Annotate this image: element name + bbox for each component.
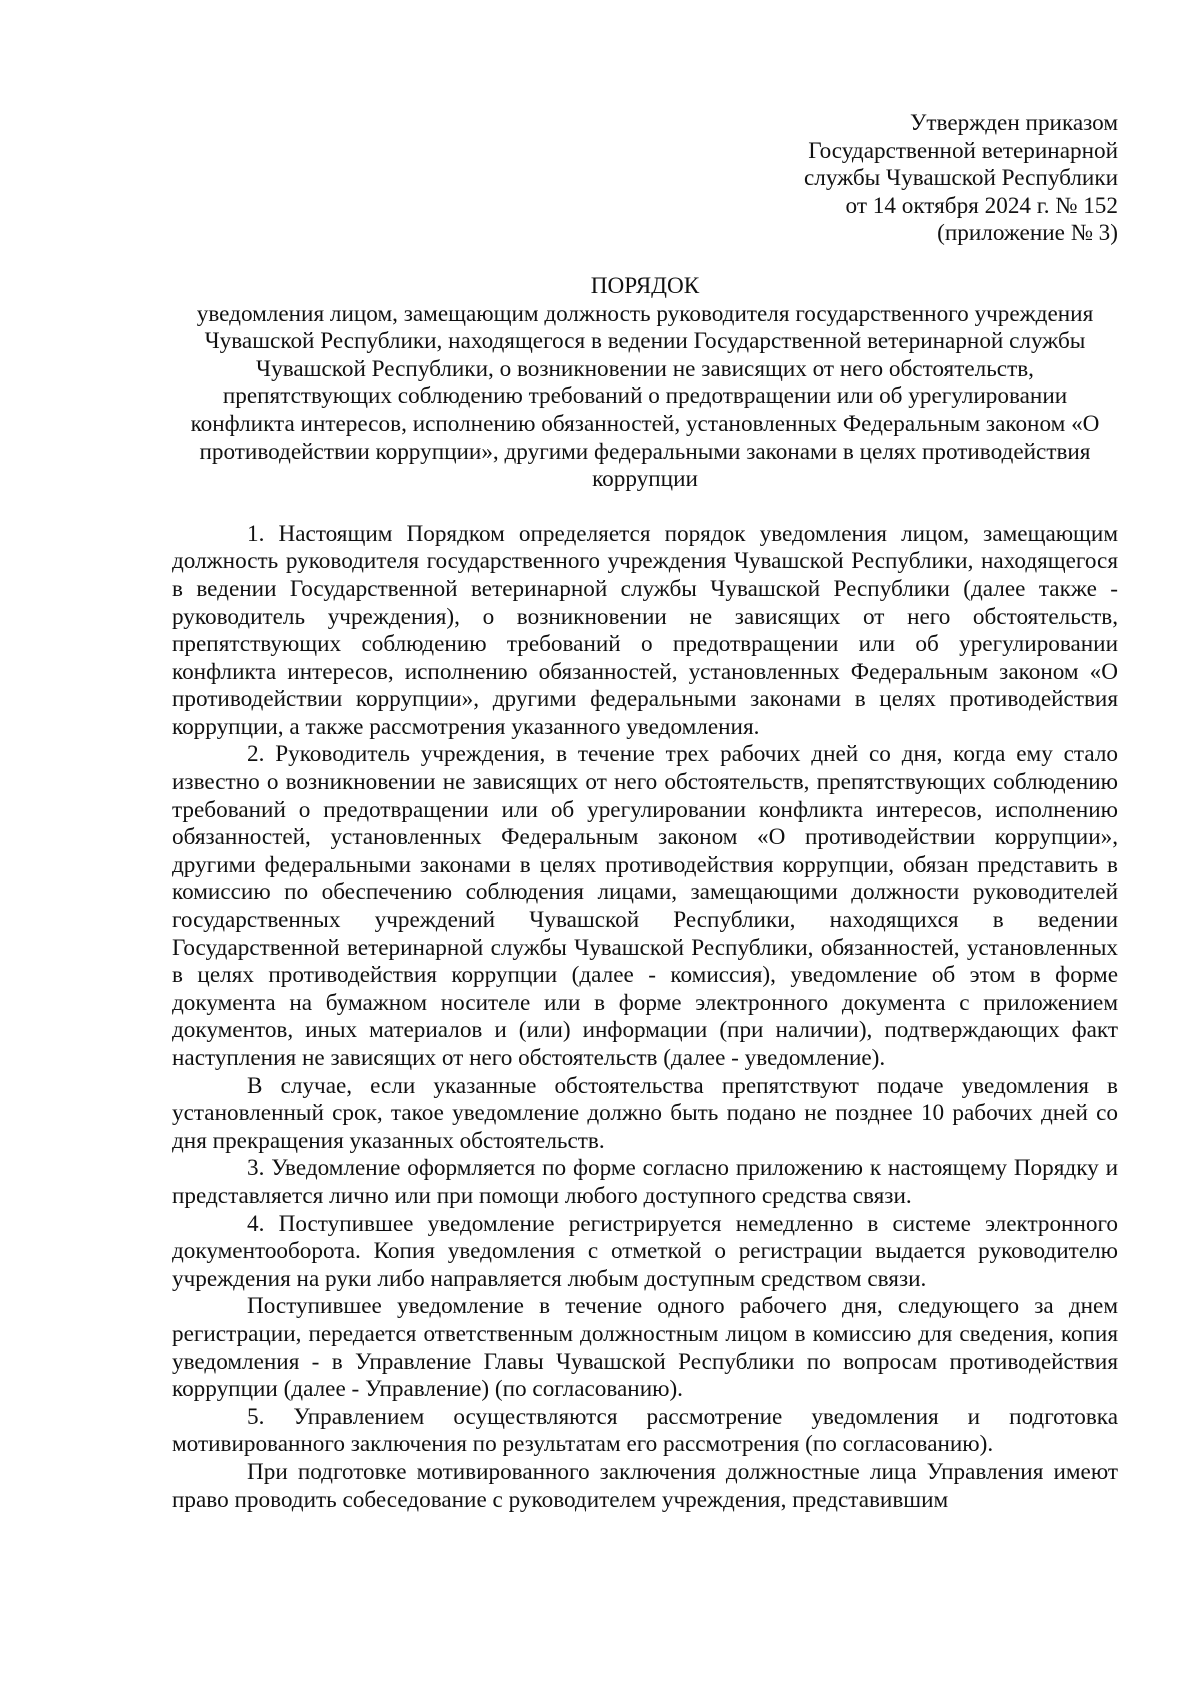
- paragraph: 2. Руководитель учреждения, в течение трех рабочих дней со дня, когда ему стало известно о возникновении не зависящих от него обстоятельств, препятствующих соблюдению требований о предотвращении или об урегулировании конфликта интересов, исполнению обязанностей, установленных Федеральным законом «О противодействии коррупции», другими федеральными законами в целях противодействия коррупции, обязан представить в комиссию по обеспечению соблюдения лицами, замещающими должности руководителей государственных учреждений Чувашской Республики, находящихся в ведении Государственной ветеринарной службы Чувашской Республики, обязанностей, установленных в целях противодействия коррупции (далее - комиссия), уведомление об этом в форме документа на бумажном носителе или в форме электронного документа с приложением документов, иных материалов и (или) информации (при наличии), подтверждающих факт наступления не зависящих от него обстоятельств (далее - уведомление).: [172, 741, 1118, 1071]
- paragraph: 3. Уведомление оформляется по форме согласно приложению к настоящему Порядку и представляется лично или при помощи любого доступного средства связи.: [172, 1155, 1118, 1209]
- approval-line: Утвержден приказом: [909, 110, 1118, 136]
- document-title-block: [172, 273, 1118, 494]
- paragraph: Поступившее уведомление в течение одного рабочего дня, следующего за днем регистрации, передается ответственным должностным лицом в комиссию для сведения, копия уведомления - в Управление Главы Чувашской Республики по вопросам противодействия коррупции (далее - Управление) (по согласованию).: [172, 1293, 1118, 1403]
- approval-line: Государственной ветеринарной: [808, 137, 1118, 164]
- document-subtitle: уведомления лицом, замещающим должность руководителя государственного учреждения Чувашской Республики, находящегося в ведении Государственной ветеринарной службы Чувашской Республики, о возникновении не зависящих от него обстоятельств, препятствующих соблюдению требований о предотвращении или об урегулировании конфликта интересов, исполнению обязанностей, установленных Федеральным законом «О противодействии коррупции», другими федеральными законами в целях противодействия коррупции: [190, 300, 1100, 493]
- approval-line: службы Чувашской Республики: [804, 165, 1118, 192]
- approval-block: [172, 110, 1118, 248]
- paragraph: В случае, если указанные обстоятельства препятствуют подаче уведомления в установленный срок, такое уведомление должно быть подано не позднее 10 рабочих дней со дня прекращения указанных обстоятельств.: [172, 1072, 1118, 1154]
- paragraph: 1. Настоящим Порядком определяется порядок уведомления лицом, замещающим должность руководителя государственного учреждения Чувашской Республики, находящегося в ведении Государственной ветеринарной службы Чувашской Республики (далее также - руководитель учреждения), о возникновении не зависящих от него обстоятельств, препятствующих соблюдению требований о предотвращении или об урегулировании конфликта интересов, исполнению обязанностей, установленных Федеральным законом «О противодействии коррупции», другими федеральными законами в целях противодействия коррупции, а также рассмотрения указанного уведомления.: [172, 520, 1118, 740]
- document-body: [172, 521, 1118, 1514]
- document-title: ПОРЯДОК: [590, 272, 700, 299]
- paragraph: При подготовке мотивированного заключения должностные лица Управления имеют право проводить собеседование с руководителем учреждения, представившим: [172, 1458, 1118, 1513]
- approval-line: от 14 октября 2024 г. № 152: [845, 192, 1118, 219]
- paragraph: 5. Управлением осуществляются рассмотрение уведомления и подготовка мотивированного заключения по результатам его рассмотрения (по согласованию).: [172, 1403, 1118, 1458]
- document-page: [172, 110, 1118, 1514]
- approval-line: (приложение № 3): [937, 220, 1118, 247]
- paragraph: 4. Поступившее уведомление регистрируется немедленно в системе электронного документооборота. Копия уведомления с отметкой о регистрации выдается руководителю учреждения на руки либо направляется любым доступным средством связи.: [172, 1210, 1118, 1292]
